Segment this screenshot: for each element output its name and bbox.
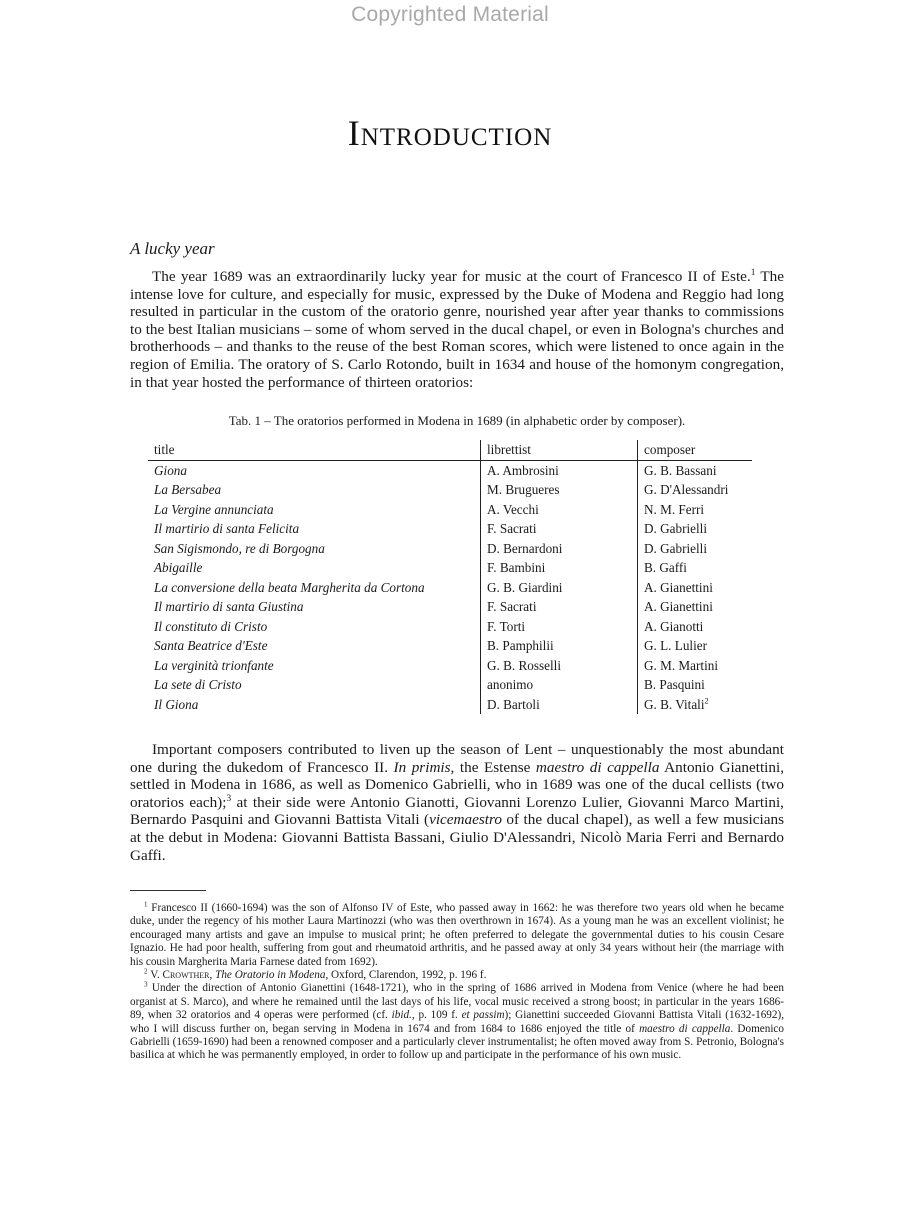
chapter-title: Introduction [347,113,553,153]
table-caption: Tab. 1 – The oratorios performed in Modena in 1689 (in alphabetic order by composer). [228,413,686,428]
cell-composer: G. L. Lulier [638,636,753,656]
cell-title: Santa Beatrice d'Este [154,638,268,653]
table-row [148,597,752,617]
cell-title: La sete di Cristo [154,677,242,692]
cell-composer: D. Gabrielli [638,539,753,559]
cell-librettist: anonimo [481,675,638,695]
cell-librettist: G. B. Rosselli [481,656,638,676]
body-paragraph-2 [130,741,784,864]
table-row [148,636,752,656]
footnote-ref-2[interactable]: 2 [704,696,709,706]
cell-librettist: F. Torti [481,617,638,637]
table-row [148,656,752,676]
footnote-ref-1[interactable]: 1 [750,267,756,278]
footnote-3-italic-ibid: ibid. [391,1009,412,1022]
cell-composer: B. Pasquini [638,675,753,695]
cell-librettist: M. Brugueres [481,480,638,500]
cell-title: La Bersabea [154,482,222,497]
table-row [148,695,752,715]
cell-composer: A. Gianotti [638,617,753,637]
footnote-2-title: The Oratorio in Modena [215,969,326,982]
footnote-3-italic-passim: et passim [461,1009,505,1022]
footnotes [130,902,784,1063]
footnote-3-text-a: Under the direction of Antonio Gianettini (1648-1721), who in the spring of 1686 arrived in Modena from Venice (where he had been organist at S. Marco), and where he remained until the last days of his life, vocal music received a strong boost; in particular in the years 1686-89, when 32 oratorios and 4 operas were performed (cf. [130,982,784,1022]
cell-title: La Vergine annunciata [154,501,274,517]
footnote-1 [130,902,784,969]
body-paragraph-1 [130,268,784,391]
cell-librettist: F. Sacrati [481,597,638,617]
table-row [148,460,752,480]
footnote-number: 3 [144,980,148,989]
cell-title: La verginità trionfante [154,657,274,673]
footnote-1-text: Francesco II (1660-1694) was the son of Alfonso IV of Este, who passed away in 1662: he was therefore two years old when he became duke, under the regency of his mother Laura Martinozzi (who was then overthrown in 1674). As a young man he was an excellent violinist; he encouraged many artists and gave an impulse to musical print; he often preferred to delegate the governmental duties to his cousin Cesare Ignazio. He had poor health, suffering from gout and rheumatoid arthritis, and he passed away at only 34 years without heir (the marriage with his cousin Margherita Maria Farnese dated from 1692). [130,902,785,968]
cell-title: Il Giona [154,696,199,712]
header-title: title [148,440,481,460]
footnote-divider [130,890,206,891]
cell-librettist: D. Bartoli [481,695,638,715]
footnote-3-text-b: , p. 109 f. [411,1009,462,1022]
footnote-number: 1 [144,900,148,909]
footnote-number: 2 [144,967,148,976]
footnote-2-rest: , Oxford, Clarendon, 1992, p. 196 f. [325,969,487,982]
footnote-2 [130,969,784,982]
table-header-row [148,440,752,460]
copyright-watermark: Copyrighted Material [351,3,549,26]
table-row [148,578,752,598]
table-row [148,675,752,695]
table-row [148,539,752,559]
footnote-2-sep: , [209,969,216,982]
para1-text-b: The intense love for culture, and especially for music, expressed by the Duke of Modena and Reggio had long resulted in particular in the custom of the oratorio genre, nourished year after year thanks to commissions to the best Italian musicians – some of whom served in the ducal chapel, or even in Bologna's churches and brotherhoods – and thanks to the reuse of the best Roman scores, which were listened to once again in the region of Emilia. The oratory of S. Carlo Rotondo, built in 1634 and house of the homonym congregation, in that year hosted the performance of thirteen oratorios: [130,268,785,391]
footnote-3-text-c: ); Gianettini succeeded Giovanni Battista Vitali (1632-1692), who I will discuss further on, began serving in Modena in 1674 and from 1684 to 1686 enjoyed the title of [130,1009,785,1035]
table-row [148,519,752,539]
cell-librettist: A. Ambrosini [481,460,638,480]
cell-composer: D. Gabrielli [638,519,753,539]
cell-librettist: A. Vecchi [481,500,638,520]
table-row [148,558,752,578]
cell-title: Il martirio di santa Felicita [154,521,300,536]
para2-text-a: Important composers contributed to liven up the season of Lent – unquestionably the most abundant one during the dukedom of Francesco II. [130,741,784,776]
footnote-2-author: V. Crowther [150,969,210,982]
cell-title: Il constituto di Cristo [154,618,268,634]
cell-title: Il martirio di santa Giustina [154,599,304,614]
footnote-ref-3[interactable]: 3 [226,793,232,804]
cell-composer: N. M. Ferri [638,500,753,520]
footnote-3-italic-maestro: maestro di cappella [639,1022,731,1035]
cell-title: Abigaille [154,560,203,575]
para2-text-e: of the ducal chapel), as well a few musicians at the debut in Modena: Giovanni Battista Bassani, Giulio D'Alessandri, Nicolò Maria Ferri and Bernardo Gaffi. [130,811,784,864]
cell-composer: G. B. Bassani [638,460,753,480]
footnote-3-text-d: . Domenico Gabrielli (1659-1690) had been a renowned composer and a particularly clever instrumentalist; he often moved away from S. Petronio, Bologna's basilica at which he was permanently employed, in order to follow up and participate in the performance of his own music. [130,1022,784,1062]
footnote-3 [130,982,784,1062]
cell-librettist: B. Pamphilii [481,636,638,656]
cell-title: Giona [154,462,187,478]
cell-title: La conversione della beata Margherita da Cortona [154,579,425,595]
para2-text-d: at their side were Antonio Gianotti, Giovanni Lorenzo Lulier, Giovanni Marco Martini, Bernardo Pasquini and Giovanni Battista Vitali ( [130,793,784,829]
cell-librettist: D. Bernardoni [481,539,638,559]
para2-italic-maestro: maestro di cappella [535,758,660,776]
cell-composer: B. Gaffi [638,558,753,578]
para2-italic-in-primis: In primis [393,758,451,776]
cell-composer: A. Gianettini [638,597,753,617]
oratorios-table [148,440,752,714]
table-row [148,617,752,637]
table-row [148,500,752,520]
para2-italic-vicemaestro: vicemaestro [429,811,502,829]
cell-librettist: F. Bambini [481,558,638,578]
cell-composer: A. Gianettini [638,578,753,598]
header-librettist: librettist [481,440,638,460]
cell-librettist: F. Sacrati [481,519,638,539]
cell-title: San Sigismondo, re di Borgogna [154,540,325,556]
header-composer: composer [638,440,753,460]
cell-composer: G. M. Martini [638,656,753,676]
cell-composer: G. D'Alessandri [638,480,753,500]
table-row [148,480,752,500]
para2-text-c: Antonio Gianettini, settled in Modena in 1686, as well as Domenico Gabrielli, who in 1689 was one of the ducal cellists (two oratorios each); [130,758,785,811]
para2-text-b: , the Estense [450,758,536,776]
cell-librettist: G. B. Giardini [481,578,638,598]
cell-composer-text: G. B. Vitali [644,696,705,712]
section-heading: A lucky year [130,239,215,258]
cell-composer [638,695,753,715]
para1-text-a: The year 1689 was an extraordinarily lucky year for music at the court of Francesco II of Este. [152,268,751,285]
